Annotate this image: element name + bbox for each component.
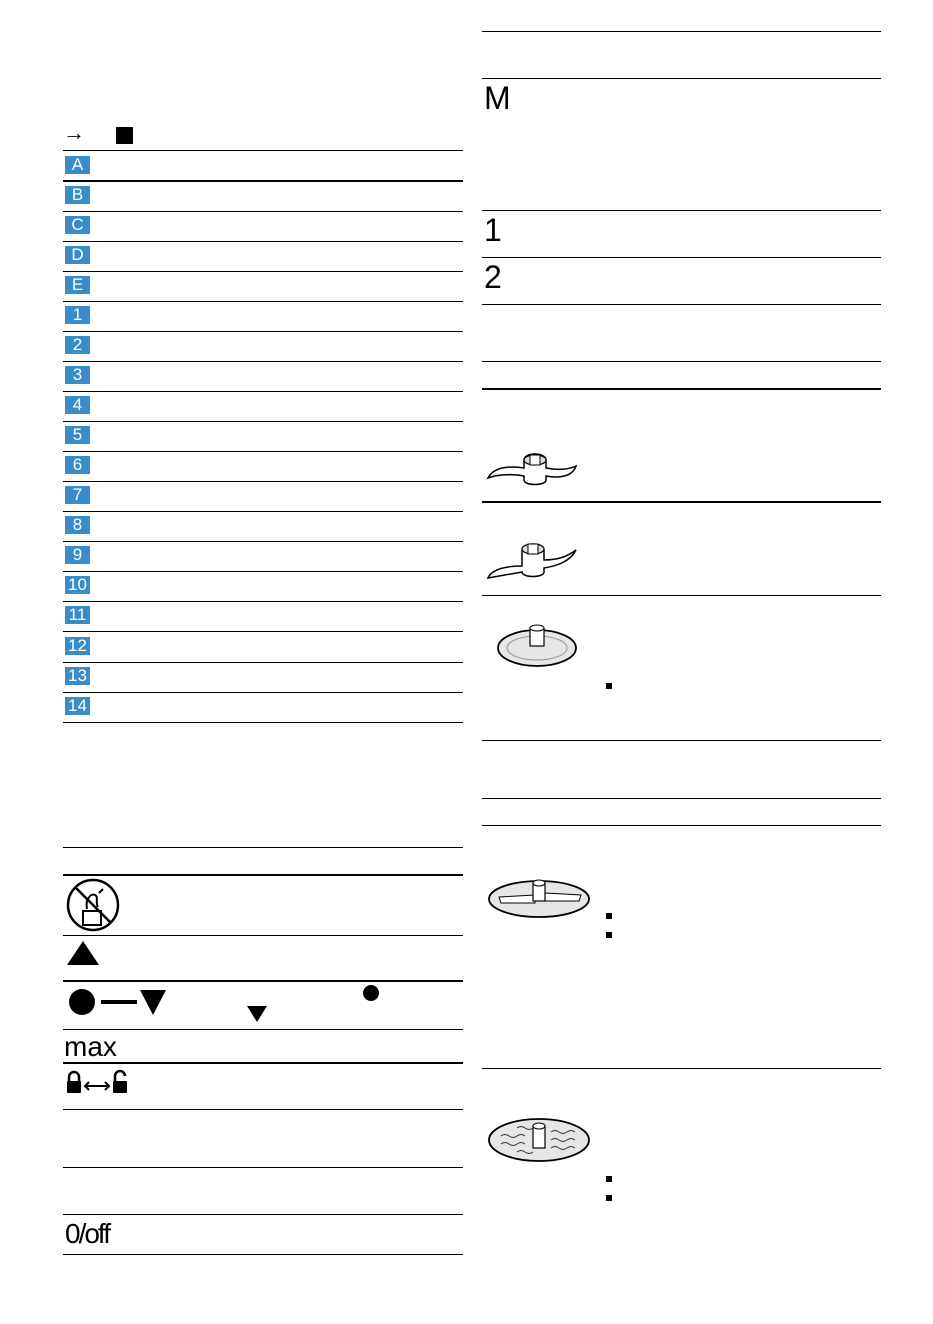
arrow-icon: →	[63, 120, 85, 145]
triangle-down-icon	[247, 1006, 267, 1022]
legend-row	[63, 241, 463, 271]
legend-row	[63, 601, 463, 631]
legend-badge: 2	[65, 336, 90, 354]
dot-icon	[362, 984, 380, 1002]
divider	[482, 740, 881, 741]
label-2: 2	[484, 259, 502, 295]
legend-row	[63, 271, 463, 301]
divider	[482, 1068, 881, 1069]
legend-badge: E	[65, 276, 90, 294]
max-label: max	[64, 1031, 117, 1062]
divider	[482, 31, 881, 32]
dot-to-triangle-icon	[68, 987, 168, 1017]
legend-row	[63, 301, 463, 331]
slicing-disc-icon	[487, 875, 591, 919]
triangle-up-icon	[66, 940, 100, 966]
legend-row	[63, 511, 463, 541]
chopping-blade-icon	[484, 538, 580, 582]
label-m: M	[484, 80, 511, 116]
legend-row	[63, 151, 463, 181]
grating-disc-icon	[487, 1116, 591, 1164]
legend-row	[63, 632, 463, 662]
label-1: 1	[484, 212, 502, 248]
legend-row	[63, 571, 463, 601]
legend-row	[63, 211, 463, 241]
legend-badge: B	[65, 186, 90, 204]
legend-row	[63, 541, 463, 571]
divider	[482, 257, 881, 258]
legend-badge: 9	[65, 546, 90, 564]
legend-badge: 7	[65, 486, 90, 504]
divider	[482, 501, 881, 503]
lock-unlock-icon	[65, 1069, 129, 1095]
bullet-icon	[606, 932, 612, 938]
no-hands-icon	[65, 877, 121, 933]
legend-badge: 13	[65, 667, 90, 685]
divider	[63, 1029, 463, 1030]
divider	[482, 825, 881, 826]
legend-badge: A	[65, 156, 90, 174]
divider	[482, 210, 881, 211]
divider	[63, 847, 463, 848]
legend-badge: 5	[65, 426, 90, 444]
legend-row	[63, 662, 463, 692]
legend-row	[63, 692, 463, 722]
legend-badge: 14	[65, 697, 90, 715]
divider	[63, 1254, 463, 1255]
legend-badge: 10	[65, 576, 90, 594]
legend-badge: D	[65, 246, 90, 264]
divider	[63, 980, 463, 982]
divider	[482, 78, 881, 79]
divider	[482, 304, 881, 305]
divider	[63, 1109, 463, 1110]
legend-row	[63, 361, 463, 391]
kneading-disc-icon	[496, 622, 578, 670]
divider	[482, 595, 881, 596]
universal-blade-icon	[484, 448, 580, 488]
divider	[63, 935, 463, 936]
divider	[63, 1167, 463, 1168]
legend-badge: 6	[65, 456, 90, 474]
bullet-icon	[606, 683, 612, 689]
bullet-icon	[606, 913, 612, 919]
legend-badge: 12	[65, 637, 90, 655]
legend-badge: 11	[65, 606, 90, 624]
legend-row	[63, 181, 463, 211]
bullet-icon	[606, 1176, 612, 1182]
legend-badge: 4	[65, 396, 90, 414]
legend-row	[63, 451, 463, 481]
divider	[482, 798, 881, 799]
off-label: 0/off	[65, 1218, 109, 1249]
divider	[63, 722, 463, 723]
divider	[63, 1214, 463, 1215]
divider	[63, 874, 463, 876]
legend-row	[63, 391, 463, 421]
legend-badge: 8	[65, 516, 90, 534]
legend-row	[63, 331, 463, 361]
bullet-icon	[606, 1195, 612, 1201]
legend-row	[63, 421, 463, 451]
divider	[482, 388, 881, 390]
legend-badge: 3	[65, 366, 90, 384]
divider	[482, 361, 881, 362]
legend-badge: 1	[65, 306, 90, 324]
legend-badge: C	[65, 216, 90, 234]
square-icon	[116, 127, 133, 144]
divider	[63, 1062, 463, 1064]
legend-row	[63, 481, 463, 511]
